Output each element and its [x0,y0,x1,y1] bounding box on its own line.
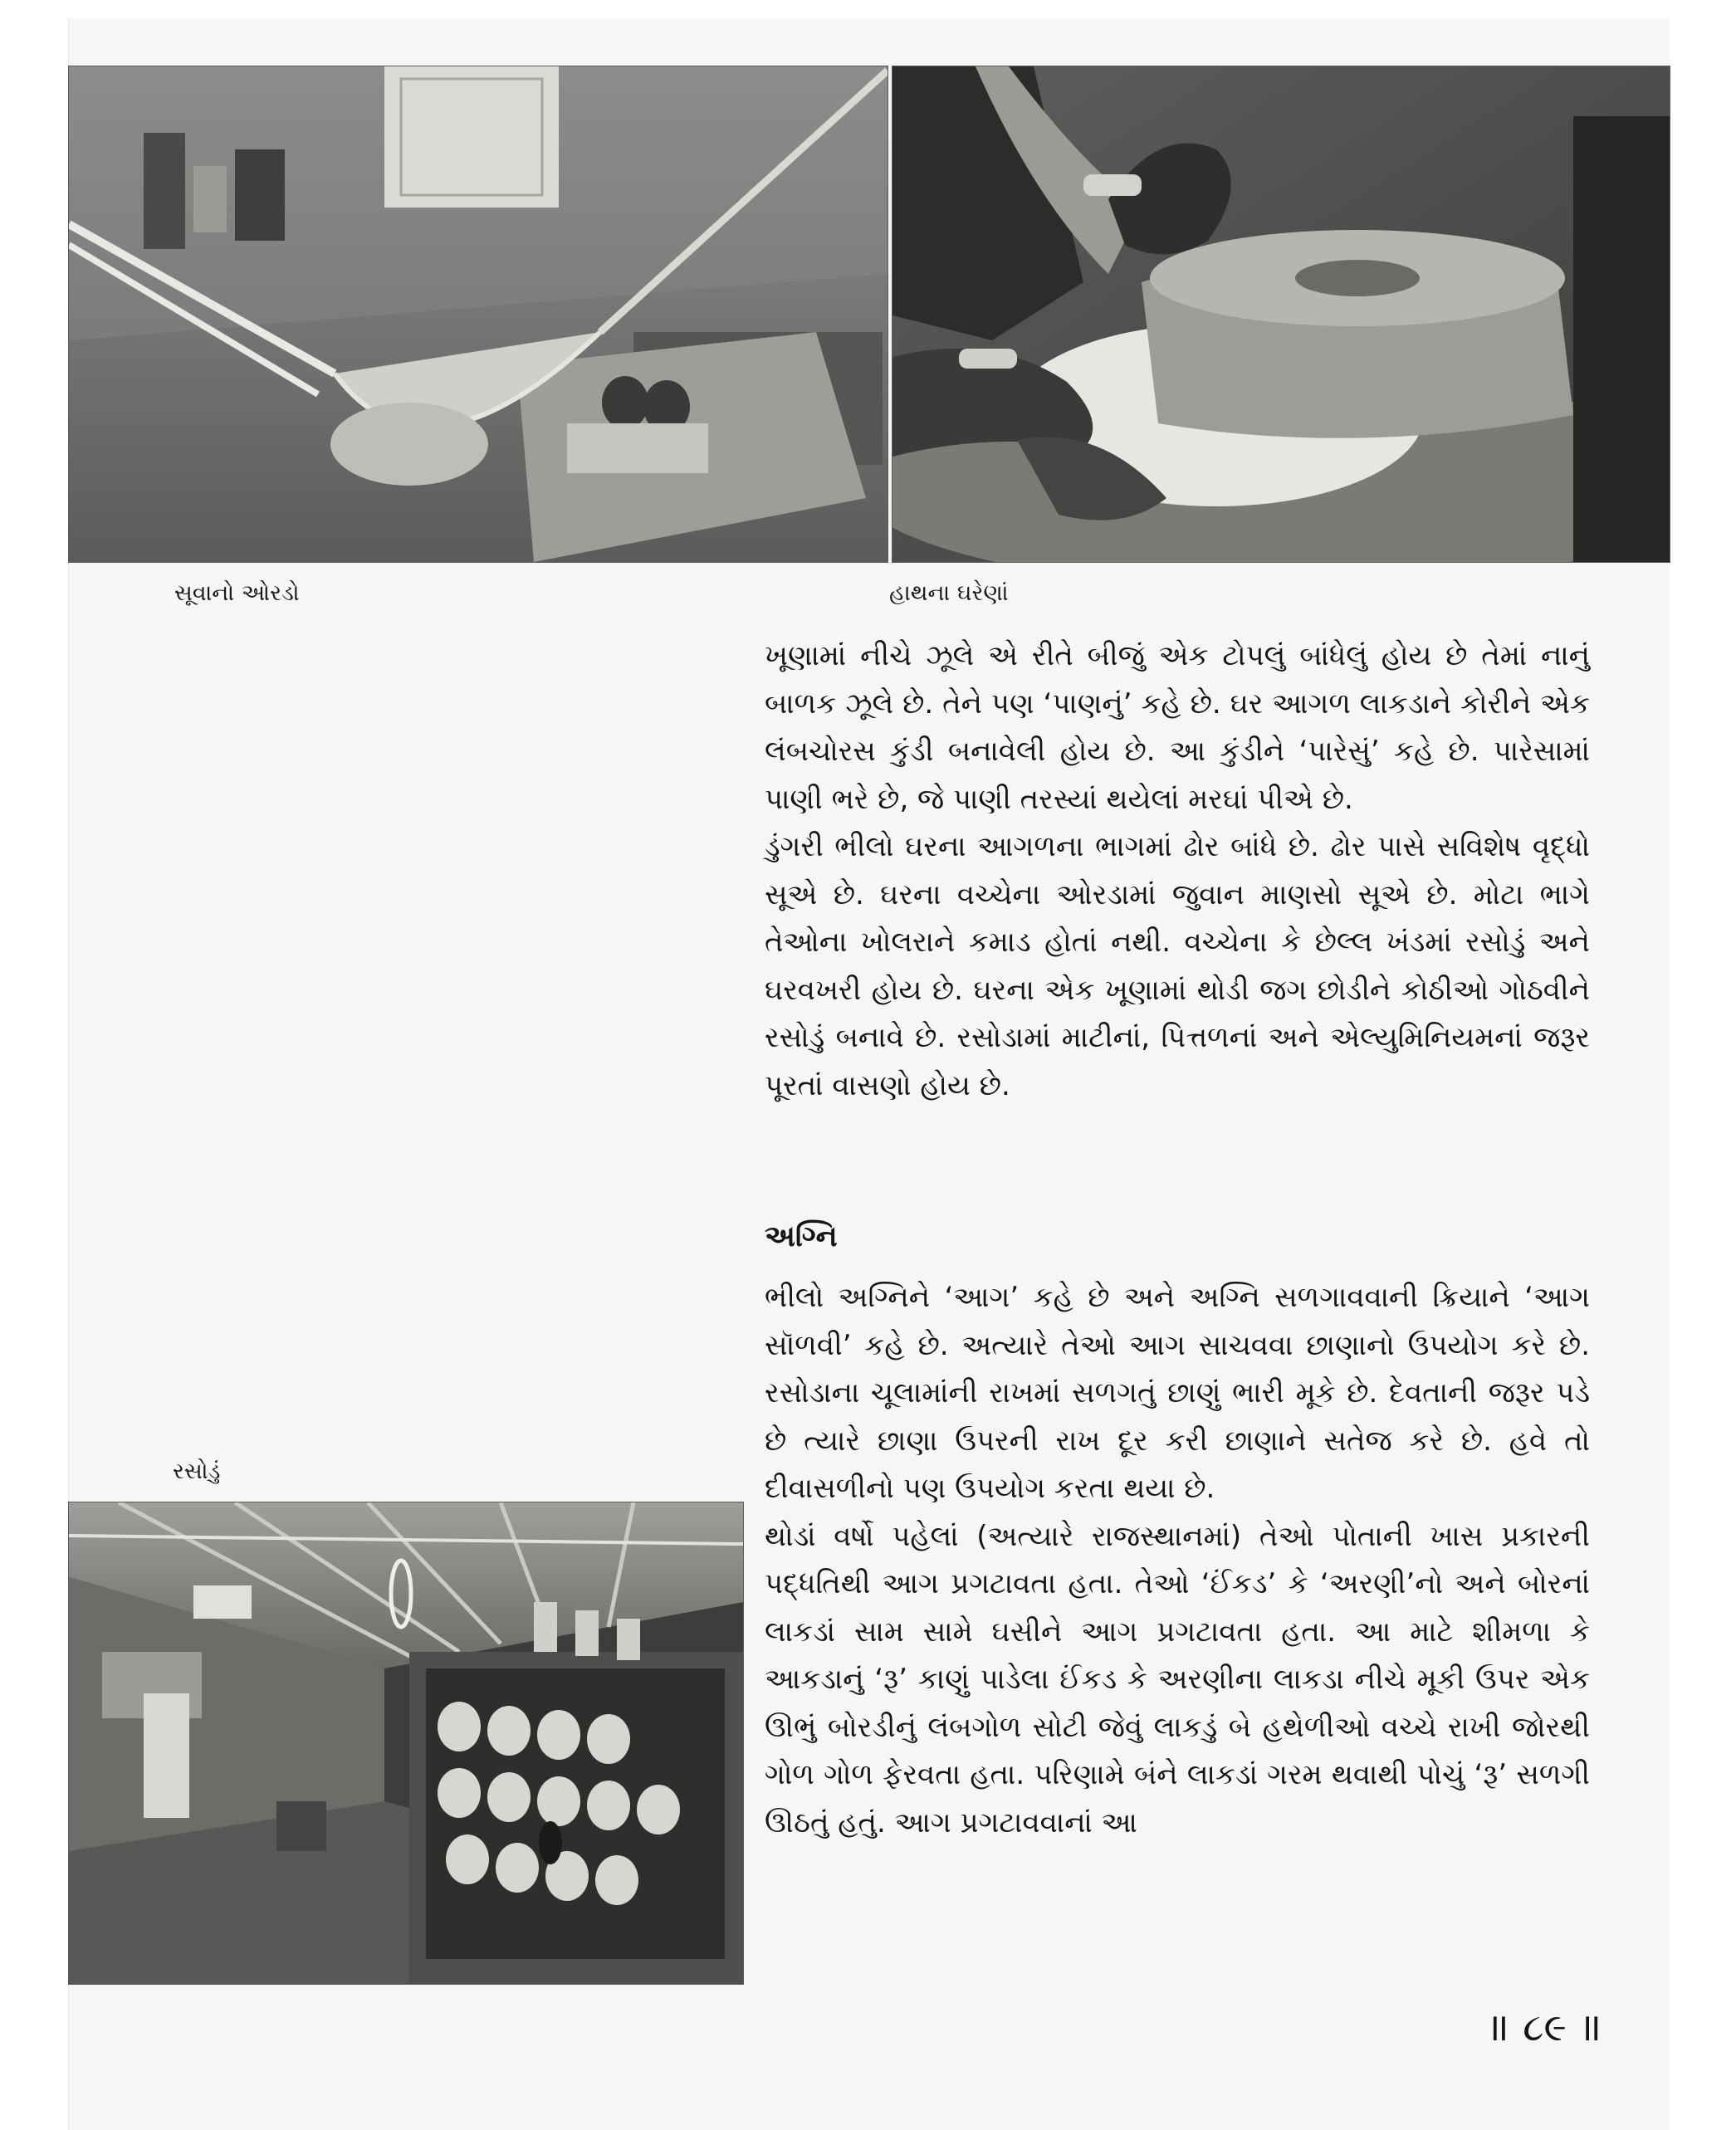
kitchen-photo-caption: રસોડું [173,1458,221,1484]
page-number-value: ૮૯ [1523,2005,1567,2049]
bedroom-photo [68,66,888,563]
kitchen-photo [68,1502,744,1985]
bedroom-photo-caption: સૂવાનો ઓરડો [174,580,300,606]
grinder-photo [892,66,1670,563]
body-paragraph: ભીલો અગ્નિને ‘આગ’ કહે છે અને અગ્નિ સળગાવવાની ક્રિયાને ‘આગ સૉળવી’ કહે છે. અત્યારે તેઓ આગ સાચવવા છાણાનો ઉપયોગ કરે છે. રસોડાના ચૂલામાંની રાખમાં સળગતું છાણું ભારી મૂકે છે. દેવતાની જરૂર પડે છે ત્યારે છાણા ઉપરની રાખ દૂર કરી છાણાને સતેજ કરે છે. હવે તો દીવાસળીનો પણ ઉપયોગ કરતા થયા છે. [765,1281,1590,1505]
page-number-right-bars: ॥ [1578,2005,1603,2049]
grinder-photo-caption: હાથના ઘરેણાં [889,580,1009,606]
page-number [1486,2001,1603,2052]
section-heading-fire: અગ્નિ [765,1220,838,1253]
page-number-left-bars: ॥ [1486,2005,1511,2049]
body-text-fire [765,1274,1590,1847]
body-paragraph: થોડાં વર્ષો પહેલાં (અત્યારે રાજસ્થાનમાં) તેઓ પોતાની ખાસ પ્રકારની પદ્ધતિથી આગ પ્રગટાવતા હતા. તેઓ ‘ઈંકડ’ કે ‘અરણી’નો અને બોરનાં લાકડાં સામ સામે ઘસીને આગ પ્રગટાવતા હતા. આ માટે શીમળા કે આકડાનું ‘રૂ’ કાણું પાડેલા ઈંકડ કે અરણીના લાકડા નીચે મૂકી ઉપર એક ઊભું બોરડીનું લંબગોળ સોટી જેવું લાકડું બે હથેળીઓ વચ્ચે રાખી જોરથી ગોળ ગોળ ફેરવતા હતા. પરિણામે બંને લાકડાં ગરમ થવાથી પોચું ‘રૂ’ સળગી ઊઠતું હતું. આગ પ્રગટાવવાનાં આ [765,1519,1590,1839]
body-paragraph: ડુંગરી ભીલો ઘરના આગળના ભાગમાં ઢોર બાંધે છે. ઢોર પાસે સવિશેષ વૃદ્ધો સૂએ છે. ઘરના વચ્ચેના ઓરડામાં જુવાન માણસો સૂએ છે. મોટા ભાગે તેઓના ખોલરાને કમાડ હોતાં નથી. વચ્ચેના કે છેલ્લ ખંડમાં રસોડું અને ઘરવખરી હોય છે. ઘરના એક ખૂણામાં થોડી જગ છોડીને કોઠીઓ ગોઠવીને રસોડું બનાવે છે. રસોડામાં માટીનાં, પિત્તળનાં અને એલ્યુમિનિયમનાં જરૂર પૂરતાં વાસણો હોય છે. [765,830,1590,1102]
body-paragraph: ખૂણામાં નીચે ઝૂલે એ રીતે બીજું એક ટોપલું બાંધેલું હોય છે તેમાં નાનું બાળક ઝૂલે છે. તેને પણ ‘પાણનું’ કહે છે. ઘર આગળ લાકડાને કોરીને એક લંબચોરસ કુંડી બનાવેલી હોય છે. આ કુંડીને ‘પારેસું’ કહે છે. પારેસામાં પાણી ભરે છે, જે પાણી તરસ્યાં થયેલાં મરઘાં પીએ છે. [765,639,1590,816]
body-text-top [765,633,1590,1110]
